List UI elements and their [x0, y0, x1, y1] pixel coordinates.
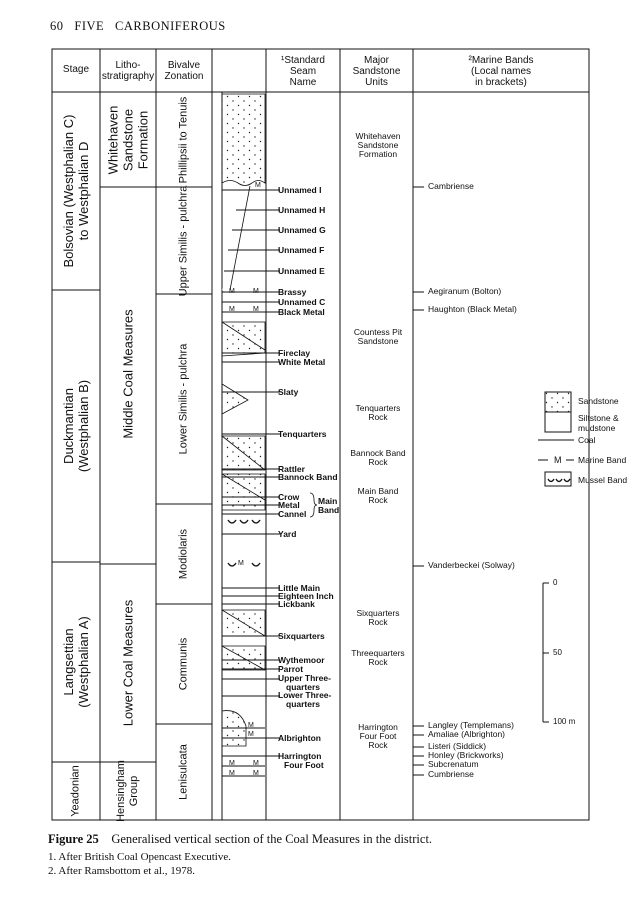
stage-duckmantian — [61, 380, 91, 472]
sandstone-threequarters — [343, 649, 413, 667]
litho-hensingham — [115, 760, 141, 822]
marine-marker: M — [229, 760, 235, 767]
seam-black-metal: Black Metal — [278, 307, 325, 317]
seam-bannock-band: Bannock Band — [278, 472, 338, 482]
scale-bar — [543, 583, 549, 722]
footnote-2: 2. After Ramsbottom et al., 1978. — [48, 865, 195, 877]
header-litho-line: stratigraphy — [101, 71, 155, 82]
header-sandstone-line: Major — [363, 55, 389, 66]
header-seam-line: Name — [289, 77, 317, 88]
seam-harrington-line: Harrington — [278, 751, 322, 761]
stage-langsettian-line: (Westphalian A) — [76, 616, 91, 708]
chapter-title: CARBONIFEROUS — [115, 19, 226, 33]
seam-unnamed-g: Unnamed G — [278, 225, 326, 235]
marine-listeri: Listeri (Siddick) — [428, 741, 487, 751]
litho-whitehaven-line: Formation — [135, 110, 151, 170]
sandstone-whitehaven — [343, 132, 413, 159]
seam-main-band-line: Main — [318, 496, 338, 506]
header-stage: Stage — [62, 64, 90, 75]
header-sandstone-line: Sandstone — [352, 66, 401, 77]
stage-bolsovian-line: Bolsovian (Westphalian C) — [61, 114, 76, 268]
sandstone-tenquarters — [343, 404, 413, 422]
seam-crow: Crow — [278, 492, 300, 502]
legend-mussel: Mussel Band — [578, 475, 628, 485]
scale-zero: 0 — [553, 578, 558, 587]
legend-sandstone: Sandstone — [578, 396, 619, 406]
figure-caption — [48, 832, 432, 847]
marine-marker: M — [229, 770, 235, 777]
header-seam-line: Seam — [289, 66, 317, 77]
seam-white-metal: White Metal — [278, 357, 326, 367]
seam-parrot: Parrot — [278, 664, 304, 674]
stage-langsettian-line: Langsettian — [61, 628, 76, 696]
sandstone-line: Rock — [368, 495, 388, 505]
sandstone-line: Rock — [368, 617, 388, 627]
seam-upper-three-line: Upper Three- — [278, 673, 331, 683]
seam-main-band — [318, 497, 339, 515]
figure-label: Figure 25 — [48, 832, 99, 846]
sandstone-main-band — [343, 487, 413, 505]
legend-coal: Coal — [578, 435, 596, 445]
seam-lower-three — [278, 691, 331, 709]
header-marine-line: in brackets) — [475, 77, 527, 88]
litho-whitehaven-line: Whitehaven — [105, 105, 121, 175]
litho-lower: Lower Coal Measures — [120, 599, 136, 727]
seam-brassy: Brassy — [278, 287, 307, 297]
marine-subcrenatum: Subcrenatum — [428, 759, 479, 769]
sandstone-line: Harrington — [358, 722, 398, 732]
stage-yeadonian: Yeadonian — [69, 765, 82, 817]
header-bivalve-line: Zonation — [164, 71, 204, 82]
seam-lickbank: Lickbank — [278, 599, 315, 609]
header-marine — [413, 55, 589, 88]
seam-metal: Metal — [278, 500, 300, 510]
seam-main-band-line: Band — [318, 505, 340, 515]
sandstone-line: Main Band — [357, 486, 399, 496]
page-number: 60 — [50, 19, 64, 33]
sandstone-line: Four Foot — [359, 731, 397, 741]
seam-little-main: Little Main — [278, 583, 321, 593]
figure-caption-text: Generalised vertical section of the Coal Measures in the district. — [111, 832, 433, 846]
seam-unnamed-e: Unnamed E — [278, 266, 325, 276]
sandstone-line: Formation — [358, 149, 398, 159]
header-seam-line: ¹Standard — [281, 55, 325, 66]
marine-marker: M — [253, 288, 259, 295]
chapter-number: FIVE — [74, 19, 105, 33]
seam-sixquarters: Sixquarters — [278, 631, 325, 641]
sandstone-line: Rock — [368, 412, 388, 422]
header-litho-line: Litho- — [115, 60, 141, 71]
log-sandstones — [222, 94, 265, 746]
seam-tenquarters: Tenquarters — [278, 429, 327, 439]
litho-hensingham-line: Group — [128, 775, 140, 807]
legend-marine-marker: M — [554, 455, 562, 465]
marine-vanderbeckei: Vanderbeckei (Solway) — [428, 560, 515, 570]
stage-langsettian — [61, 616, 91, 708]
sandstone-line: Countess Pit — [353, 327, 403, 337]
seam-eighteen-inch: Eighteen Inch — [278, 591, 334, 601]
seam-cannel: Cannel — [278, 509, 307, 519]
header-marine-line: ²Marine Bands — [468, 55, 534, 66]
main-band-bracket — [310, 493, 317, 517]
zone-upper-similis: Upper Similis - pulchra — [177, 185, 190, 297]
seam-slaty: Slaty — [278, 387, 299, 397]
marine-honley: Honley (Brickworks) — [428, 750, 504, 760]
seam-unnamed-h: Unnamed H — [278, 205, 326, 215]
sandstone-line: Tenquarters — [355, 403, 401, 413]
legend-siltstone — [578, 413, 619, 433]
litho-middle: Middle Coal Measures — [120, 309, 136, 439]
marine-marker: M — [229, 306, 235, 313]
marine-cambriense: Cambriense — [428, 181, 474, 191]
seam-upper-three-line: quarters — [286, 682, 321, 692]
seam-rattler: Rattler — [278, 464, 305, 474]
litho-hensingham-line: Hensingham — [115, 760, 127, 822]
legend-marine: Marine Band — [578, 455, 627, 465]
seam-lower-three-line: quarters — [286, 699, 321, 709]
header-bivalve — [156, 60, 212, 82]
seam-unnamed-c: Unnamed C — [278, 297, 326, 307]
sandstone-line: Rock — [368, 740, 388, 750]
stage-duckmantian-line: (Westphalian B) — [76, 379, 91, 473]
legend-siltstone-line: Siltstone & — [578, 413, 619, 423]
sandstone-line: Rock — [368, 457, 388, 467]
mussel-bands — [228, 520, 260, 566]
zone-communis: Communis — [177, 637, 190, 691]
sandstone-harrington — [343, 723, 413, 750]
zone-lenisulcata: Lenisulcata — [177, 744, 190, 800]
seam-harrington — [278, 752, 324, 770]
sandstone-line: Whitehaven — [355, 131, 401, 141]
marine-haughton: Haughton (Black Metal) — [428, 304, 517, 314]
seam-unnamed-f: Unnamed F — [278, 245, 325, 255]
seam-albrighton: Albrighton — [278, 733, 321, 743]
footnote-1: 1. After British Coal Opencast Executive. — [48, 851, 231, 863]
header-seam — [266, 55, 340, 88]
marine-marker: M — [253, 760, 259, 767]
header-litho — [100, 60, 156, 82]
stage-bolsovian — [61, 115, 91, 268]
scale-hundred: 100 m — [553, 717, 576, 726]
seam-unnamed-i: Unnamed I — [278, 185, 322, 195]
stage-duckmantian-line: Duckmantian — [61, 388, 76, 464]
header-sandstone-line: Units — [365, 77, 388, 88]
sandstone-bannock — [343, 449, 413, 467]
marine-marker: M — [248, 722, 254, 729]
marine-cumbriense: Cumbriense — [428, 769, 474, 779]
seam-yard: Yard — [278, 529, 297, 539]
sandstone-countess — [343, 328, 413, 346]
marine-marker: M — [248, 731, 254, 738]
sandstone-line: Rock — [368, 657, 388, 667]
sandstone-line: Sixquarters — [356, 608, 400, 618]
marine-aegiranum: Aegiranum (Bolton) — [428, 286, 502, 296]
sandstone-sixquarters — [343, 609, 413, 627]
sandstone-line: Bannock Band — [350, 448, 406, 458]
seam-lower-three-line: Lower Three- — [278, 690, 332, 700]
sandstone-line: Sandstone — [357, 140, 399, 150]
zone-phillipsii: Phillipsii to Tenuis — [177, 96, 190, 184]
litho-whitehaven-line: Sandstone — [120, 108, 136, 172]
seam-fireclay: Fireclay — [278, 348, 311, 358]
zone-modiolaris: Modiolaris — [177, 528, 190, 580]
litho-whitehaven — [106, 106, 151, 175]
marine-marker: M — [253, 306, 259, 313]
marine-marker: M — [229, 288, 235, 295]
sandstone-line: Sandstone — [357, 336, 399, 346]
header-marine-line: (Local names — [470, 66, 532, 77]
header-sandstone — [340, 55, 413, 88]
legend-siltstone-line: mudstone — [578, 423, 616, 433]
marine-marker: M — [253, 770, 259, 777]
marine-marker: M — [255, 182, 261, 189]
zone-lower-similis: Lower Similis - pulchra — [177, 343, 190, 455]
scale-fifty: 50 — [553, 648, 562, 657]
sandstone-line: Threequarters — [351, 648, 405, 658]
stage-bolsovian-line: to Westphalian D — [76, 141, 91, 241]
marine-amaliae: Amaliae (Albrighton) — [428, 729, 506, 739]
marine-marker: M — [238, 560, 244, 567]
legend-graphics — [538, 392, 574, 486]
seam-harrington-line: Four Foot — [284, 760, 324, 770]
marine-band-lines — [413, 187, 424, 775]
header-bivalve-line: Bivalve — [167, 60, 201, 71]
marine-langley: Langley (Templemans) — [428, 720, 514, 730]
seam-wythemoor: Wythemoor — [278, 655, 325, 665]
